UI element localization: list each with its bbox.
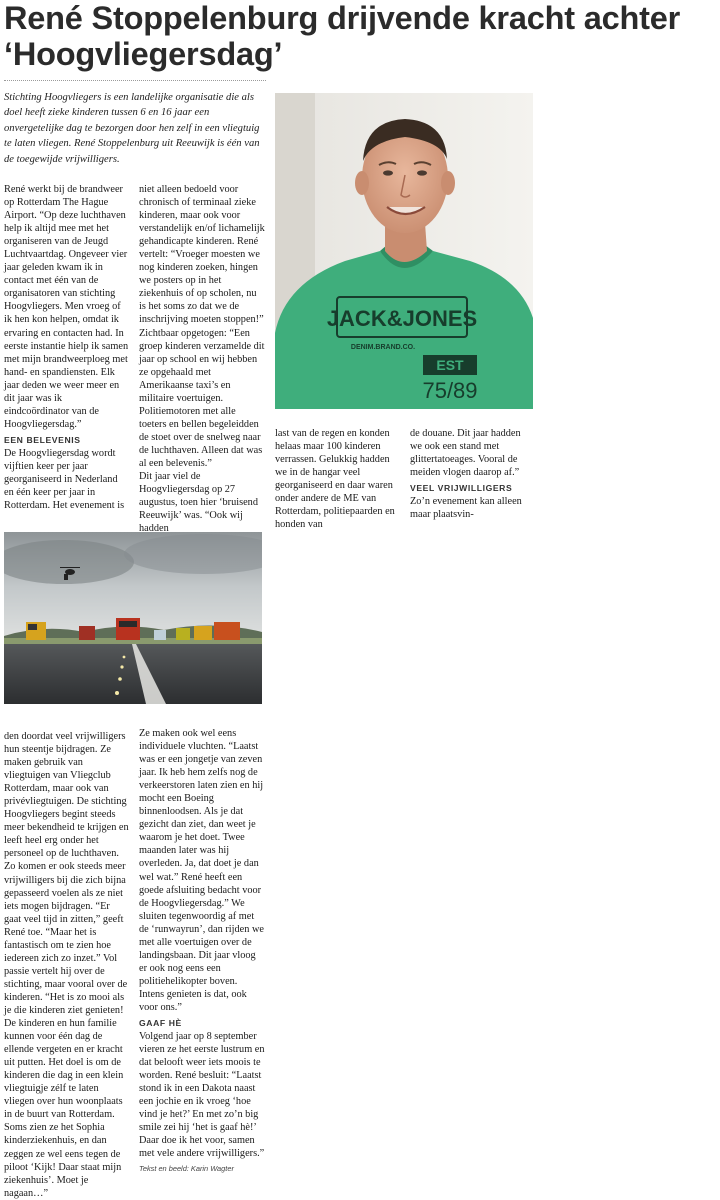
subheading-een-belevenis: EEN BELEVENIS bbox=[4, 434, 81, 445]
column-3-paragraph-1: last van de regen en konden helaas maar 100 kinderen verrassen. Gelukkig hadden we in de hangar veel georganiseerd en daar waren onder andere de ME van Rotterdam, politiepaarden en honden van bbox=[275, 428, 395, 531]
shirt-number: 75/89 bbox=[422, 378, 478, 403]
divider bbox=[4, 80, 266, 81]
lead-paragraph: Stichting Hoogvliegers is een landelijke organisatie die als doel heeft zieke kinderen tussen 6 en 16 jaar een onvergetelijke dag te bezorgen door hen zelf in een vliegtuig te laten vliegen. René Stoppelenburg uit Reeuwijk is één van de toegewijde vrijwilligers. bbox=[4, 92, 260, 165]
column-4-paragraph-2: Zo’n evenement kan alleen maar plaatsvin- bbox=[410, 496, 522, 521]
shirt-sub: DENIM.BRAND.CO. bbox=[350, 344, 416, 351]
headline: René Stoppelenburg drijvende kracht achter ‘Hoogvliegersdag’ bbox=[4, 0, 681, 72]
column-6-paragraph-1: Ze maken ook wel eens individuele vluchten. “Laatst was er een jongetje van zeven jaar. Ik heb hem zelfs nog de verkeerstoren laten zien en hij mocht een Boeing binnenloodsen. Als je dat gezicht dan ziet, dan weet je waarom je het doet. Twee maanden later was hij overleden. Ja, dat doet je dan wel wat.” René heeft een goede afsluiting bedacht voor de Hoogvliegersdag.” We sluiten tegenwoordig af met de ‘runwayrun’, dan rijden we met alle voertuigen over de landingsbaan. Dit jaar vloog er ook nog eens een politiehelikopter boven. Intens genieten is dat, ook voor ons.” bbox=[139, 728, 264, 1013]
runway-photo bbox=[4, 532, 262, 704]
column-6 bbox=[139, 727, 265, 1175]
column-1-paragraph-2: De Hoogvliegersdag wordt vijftien keer per jaar georganiseerd in Nederland en één keer per jaar in Rotterdam. Het evenement is bbox=[4, 447, 125, 512]
column-1 bbox=[4, 183, 129, 512]
portrait-illustration bbox=[275, 93, 533, 409]
portrait-photo bbox=[275, 93, 533, 409]
column-5-paragraph-1: den doordat veel vrijwilligers hun steentje bijdragen. Ze maken gebruik van vliegtuigen van Vliegclub Rotterdam, maar ook van privévliegtuigen. De stichting Hoogvliegers begint steeds meer bekendheid te krijgen en leeft heel erg onder het personeel op de luchthaven. Zo komen er ook steeds meer vrijwilligers bij die zich bijna gepasseerd voelen als ze niet iets mogen bijdragen. “Er gaat veel tijd in zitten,” geeft René toe. “Maar het is fantastisch om te zien hoe iedereen zich zo inzet.” Vol passie vertelt hij over de stichting, maar vooral over de kinderen. “Het is zo mooi als je die kinderen ziet genieten! De kinderen en hun familie kunnen voor één dag de ellende vergeten en er kracht uit putten. Het doel is om de kinderen die dag in een klein vliegtuigje zélf te laten vliegen over hun woonplaats in de buurt van Rotterdam. Soms zien ze het Sophia kinderziekenhuis, en dan zeggen ze wel eens tegen de piloot ‘Kijk! Daar staat mijn ziekenhuis’. Moet je nagaan…” bbox=[4, 731, 129, 1199]
column-6-paragraph-2: Volgend jaar op 8 september vieren ze het eerste lustrum en dat belooft weer iets moois te worden. René besluit: “Laatst stond ik in een Dakota naast een jochie en ik vroeg ‘hoe vind je het?’ En met zo’n big smile zei hij ‘het is gaaf hè!’ Daar doe ik het voor, samen met vele andere vrijwilligers.” bbox=[139, 1031, 265, 1160]
column-5 bbox=[4, 730, 129, 1200]
column-3 bbox=[275, 427, 400, 531]
column-4-paragraph-1: de douane. Dit jaar hadden we ook een stand met glittertatoeages. Vooral de meiden vlogen daarop af.” bbox=[410, 428, 521, 479]
column-1-paragraph-1: René werkt bij de brandweer op Rotterdam The Hague Airport. “Op deze luchthaven help ik altijd mee met het organiseren van de Jeugd Luchtvaartdag. Ongeveer vier jaar geleden kwam ik in contact met één van de organisatoren van stichting Hoogvliegers. Men vroeg of ik hen kon helpen, omdat ik ervaring en contacten had. In eerste instantie hielp ik samen met mijn brandweerploeg met hand- en spandiensten. Elk jaar deden we weer meer en dit jaar was ik eindcoördinator van de Hoogvliegersdag.” bbox=[4, 184, 129, 430]
subheading-veel-vrijwilligers: VEEL VRIJWILLIGERS bbox=[410, 483, 513, 494]
column-4 bbox=[410, 427, 533, 521]
shirt-est: EST bbox=[436, 357, 464, 373]
photo-credit: Tekst en beeld: Karin Wagter bbox=[139, 1163, 234, 1173]
subheading-gaaf-he: GAAF HÈ bbox=[139, 1018, 182, 1029]
shirt-brand: JACK&JONES bbox=[326, 306, 478, 331]
column-2-paragraph-1: niet alleen bedoeld voor chronisch of terminaal zieke kinderen, maar ook voor verstandelijk en/of lichamelijk gehandicapte kinderen. René vertelt: “Vroeger moesten we nog kinderen zoeken, hingen we posters op in het ziekenhuis of op scholen, nu is het soms zo dat we de inschrijving moeten stoppen!” Zichtbaar opgetogen: “Een groep kinderen verzamelde dit jaar op school en wij hebben ze opgehaald met Amerikaanse taxi’s en militaire voertuigen. Politiemotoren met alle toeters en bellen begeleidden de stoet over de snelweg naar de luchthaven. Alleen dat was al een belevenis.” bbox=[139, 184, 265, 469]
column-2 bbox=[139, 183, 265, 535]
column-2-paragraph-2: Dit jaar viel de Hoogvliegersdag op 27 augustus, toen hier ‘bruisend Reeuwijk’ was. “Ook wij hadden bbox=[139, 471, 258, 535]
runway-illustration bbox=[4, 532, 262, 704]
